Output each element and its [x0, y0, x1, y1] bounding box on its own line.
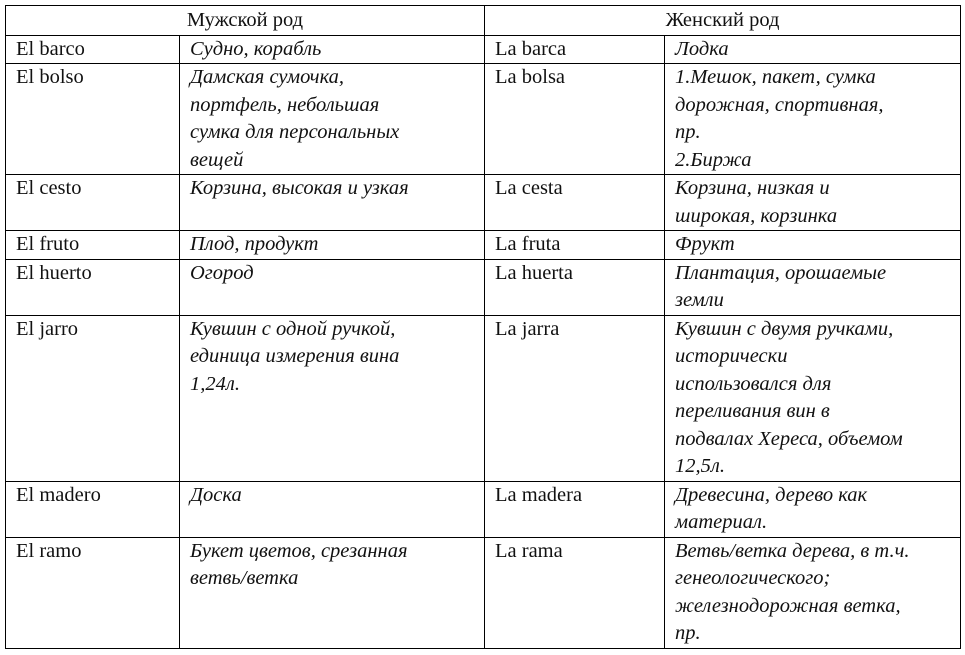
table-row	[6, 35, 961, 64]
table-row	[6, 64, 961, 175]
feminine-meaning: Кувшин с двумя ручками, исторически использовался для переливания вин в подвалах Хереса, объемом 12,5л.	[665, 315, 961, 481]
feminine-word: La rama	[485, 537, 665, 648]
vocabulary-table	[5, 5, 961, 649]
feminine-word: La madera	[485, 481, 665, 537]
feminine-word: La barca	[485, 35, 665, 64]
table-row	[6, 315, 961, 481]
feminine-word: La jarra	[485, 315, 665, 481]
table-row	[6, 481, 961, 537]
masculine-word: El bolso	[6, 64, 180, 175]
feminine-meaning: Лодка	[665, 35, 961, 64]
table-row	[6, 231, 961, 260]
table-row	[6, 175, 961, 231]
feminine-meaning: Плантация, орошаемые земли	[665, 259, 961, 315]
masculine-word: El cesto	[6, 175, 180, 231]
masculine-word: El ramo	[6, 537, 180, 648]
header-masculine: Мужской род	[6, 6, 485, 36]
masculine-word: El fruto	[6, 231, 180, 260]
feminine-word: La fruta	[485, 231, 665, 260]
masculine-meaning: Доска	[180, 481, 485, 537]
masculine-word: El madero	[6, 481, 180, 537]
masculine-meaning: Корзина, высокая и узкая	[180, 175, 485, 231]
masculine-meaning: Дамская сумочка, портфель, небольшая сумка для персональных вещей	[180, 64, 485, 175]
feminine-meaning: Фрукт	[665, 231, 961, 260]
masculine-word: El huerto	[6, 259, 180, 315]
masculine-meaning: Судно, корабль	[180, 35, 485, 64]
feminine-word: La huerta	[485, 259, 665, 315]
masculine-meaning: Огород	[180, 259, 485, 315]
masculine-meaning: Букет цветов, срезанная ветвь/ветка	[180, 537, 485, 648]
header-feminine: Женский род	[485, 6, 961, 36]
masculine-word: El jarro	[6, 315, 180, 481]
feminine-meaning: 1.Мешок, пакет, сумка дорожная, спортивная, пр. 2.Биржа	[665, 64, 961, 175]
feminine-word: La bolsa	[485, 64, 665, 175]
feminine-meaning: Корзина, низкая и широкая, корзинка	[665, 175, 961, 231]
feminine-meaning: Ветвь/ветка дерева, в т.ч. генеологического; железнодорожная ветка, пр.	[665, 537, 961, 648]
feminine-word: La cesta	[485, 175, 665, 231]
table-row	[6, 259, 961, 315]
masculine-meaning: Кувшин с одной ручкой, единица измерения вина 1,24л.	[180, 315, 485, 481]
feminine-meaning: Древесина, дерево как материал.	[665, 481, 961, 537]
header-row	[6, 6, 961, 36]
masculine-word: El barco	[6, 35, 180, 64]
table-row	[6, 537, 961, 648]
masculine-meaning: Плод, продукт	[180, 231, 485, 260]
